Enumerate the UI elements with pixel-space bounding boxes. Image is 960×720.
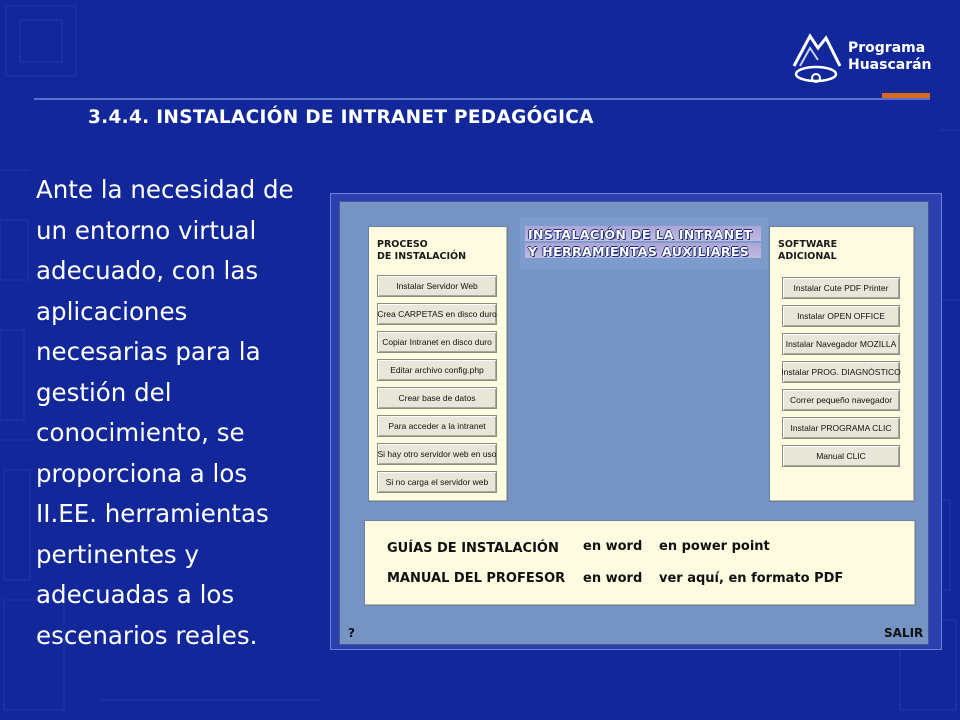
panel-title <box>778 239 837 263</box>
teacher-manual-label: MANUAL DEL PROFESOR <box>387 571 566 586</box>
installer-app-window <box>339 201 929 645</box>
install-web-server-button[interactable]: Instalar Servidor Web <box>377 275 497 297</box>
install-diagnostic-button[interactable]: Instalar PROG. DIAGNÓSTICO <box>782 361 900 383</box>
guides-word-link[interactable]: en word <box>583 539 643 554</box>
body-line: adecuadas a los <box>36 580 235 609</box>
run-small-browser-button[interactable]: Correr pequeño navegador <box>782 389 900 411</box>
create-folders-button[interactable]: Crea CARPETAS en disco duro <box>377 303 497 325</box>
body-line: proporciona a los <box>36 458 248 488</box>
install-clic-button[interactable]: Instalar PROGRAMA CLIC <box>782 417 900 439</box>
install-mozilla-button[interactable]: Instalar Navegador MOZILLA <box>782 333 900 355</box>
header-divider <box>34 98 930 100</box>
panel-title-line-1: SOFTWARE <box>778 239 838 250</box>
install-open-office-button[interactable]: Instalar OPEN OFFICE <box>782 305 900 327</box>
slide-title: 3.4.4. INSTALACIÓN DE INTRANET PEDAGÓGICA <box>88 107 594 128</box>
guides-powerpoint-link[interactable]: en power point <box>659 539 770 554</box>
panel-title-line-2: ADICIONAL <box>778 251 837 262</box>
body-line: Ante la necesidad de <box>36 175 294 204</box>
body-line: un entorno virtual <box>36 215 257 245</box>
manual-pdf-link[interactable]: ver aquí, en formato PDF <box>659 571 844 586</box>
logo-line-2: Huascarán <box>848 57 932 73</box>
programa-huascaran-logo <box>788 26 948 90</box>
guides-panel <box>364 520 916 606</box>
panel-title-line-2: DE INSTALACIÓN <box>377 251 467 262</box>
additional-software-panel <box>769 226 915 502</box>
logo-text <box>848 40 932 74</box>
slide-body-text <box>36 170 336 656</box>
andean-mountain-icon <box>788 26 844 90</box>
copy-intranet-button[interactable]: Copiar Intranet en disco duro <box>377 331 497 353</box>
installation-process-panel <box>368 226 508 502</box>
body-line: gestión del <box>36 377 172 407</box>
app-header-banner <box>520 217 768 269</box>
panel-title <box>377 239 466 263</box>
header-accent-bar <box>882 93 930 98</box>
clic-manual-button[interactable]: Manual CLIC <box>782 445 900 467</box>
body-line: adecuado, con las <box>36 256 259 285</box>
body-line: II.EE. herramientas <box>36 499 269 528</box>
other-web-server-button[interactable]: Si hay otro servidor web en uso <box>377 443 497 465</box>
body-line: conocimiento, se <box>36 418 245 447</box>
create-database-button[interactable]: Crear base de datos <box>377 387 497 409</box>
server-not-loading-button[interactable]: Si no carga el servidor web <box>377 471 497 493</box>
installation-guides-label: GUÍAS DE INSTALACIÓN <box>387 541 559 556</box>
app-header-line-2: Y HERRAMIENTAS AUXILIARES <box>528 244 750 259</box>
app-header-line-1: INSTALACIÓN DE LA INTRANET <box>528 227 753 242</box>
logo-line-1: Programa <box>848 40 926 56</box>
install-cute-pdf-button[interactable]: Instalar Cute PDF Printer <box>782 277 900 299</box>
help-button[interactable]: ? <box>348 626 355 640</box>
panel-title-line-1: PROCESO <box>377 239 428 250</box>
body-line: pertinentes y <box>36 539 199 569</box>
access-intranet-button[interactable]: Para acceder a la intranet <box>377 415 497 437</box>
body-line: necesarias para la <box>36 337 261 366</box>
edit-config-button[interactable]: Editar archivo config.php <box>377 359 497 381</box>
body-line: escenarios reales. <box>36 620 258 650</box>
manual-word-link[interactable]: en word <box>583 571 643 586</box>
body-line: aplicaciones <box>36 296 188 326</box>
exit-button[interactable]: SALIR <box>884 626 924 640</box>
